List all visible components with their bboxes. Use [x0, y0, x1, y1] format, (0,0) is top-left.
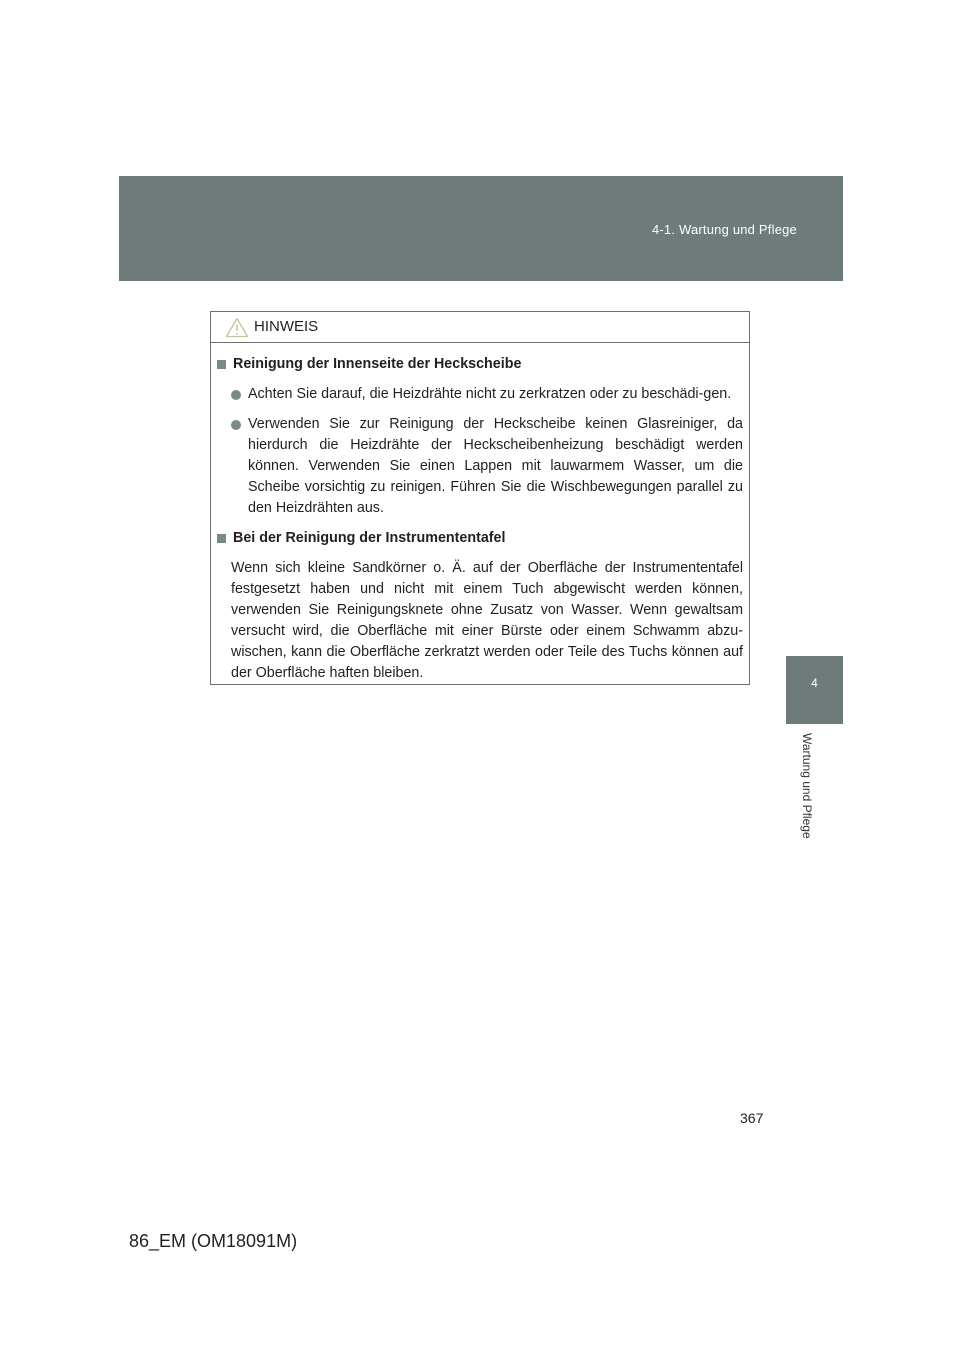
notice-header — [211, 312, 749, 343]
notice-paragraph: Wenn sich kleine Sandkörner o. Ä. auf der Oberfläche der Instrumententafel festgesetzt haben und nicht mit einem Tuch abgewischt werden können, verwenden Sie Reinigungsknete ohne Zusatz von Wasser. Wenn gewaltsam versucht wird, die Oberfläche mit einer Bürste oder einem Schwamm abzu-wischen, kann die Oberfläche zerkratzt werden oder Teile des Tuchs können auf der Oberfläche haften bleiben. — [231, 560, 743, 681]
square-bullet-icon — [217, 360, 226, 369]
page-number: 367 — [740, 1110, 764, 1126]
notice-title: HINWEIS — [254, 318, 319, 335]
header-band — [119, 176, 843, 281]
square-bullet-icon — [217, 534, 226, 543]
notice-body — [211, 343, 749, 684]
document-code: 86_EM (OM18091M) — [129, 1231, 298, 1251]
circle-bullet-icon — [231, 390, 241, 400]
notice-box — [210, 311, 750, 685]
chapter-number: 4 — [811, 676, 818, 690]
section-heading: Reinigung der Innenseite der Heckscheibe — [217, 354, 743, 375]
chapter-side-label: Wartung und Pflege — [800, 733, 814, 839]
chapter-tab — [786, 656, 843, 724]
section-heading: Bei der Reinigung der Instrumententafel — [217, 528, 743, 549]
warning-triangle-icon — [225, 317, 249, 338]
bullet-item: Achten Sie darauf, die Heizdrähte nicht zu zerkratzen oder zu beschädi-gen. — [217, 384, 743, 405]
circle-bullet-icon — [231, 420, 241, 430]
section-title: 4-1. Wartung und Pflege — [651, 222, 797, 237]
bullet-item: Verwenden Sie zur Reinigung der Heckscheibe keinen Glasreiniger, da hierdurch die Heizdrähte der Heckscheibenheizung beschädigt werden können. Verwenden Sie einen Lappen mit lauwarmem Wasser, um die Scheibe vorsichtig zu reinigen. Führen Sie die Wischbewegungen parallel zu den Heizdrähten aus. — [217, 414, 743, 519]
